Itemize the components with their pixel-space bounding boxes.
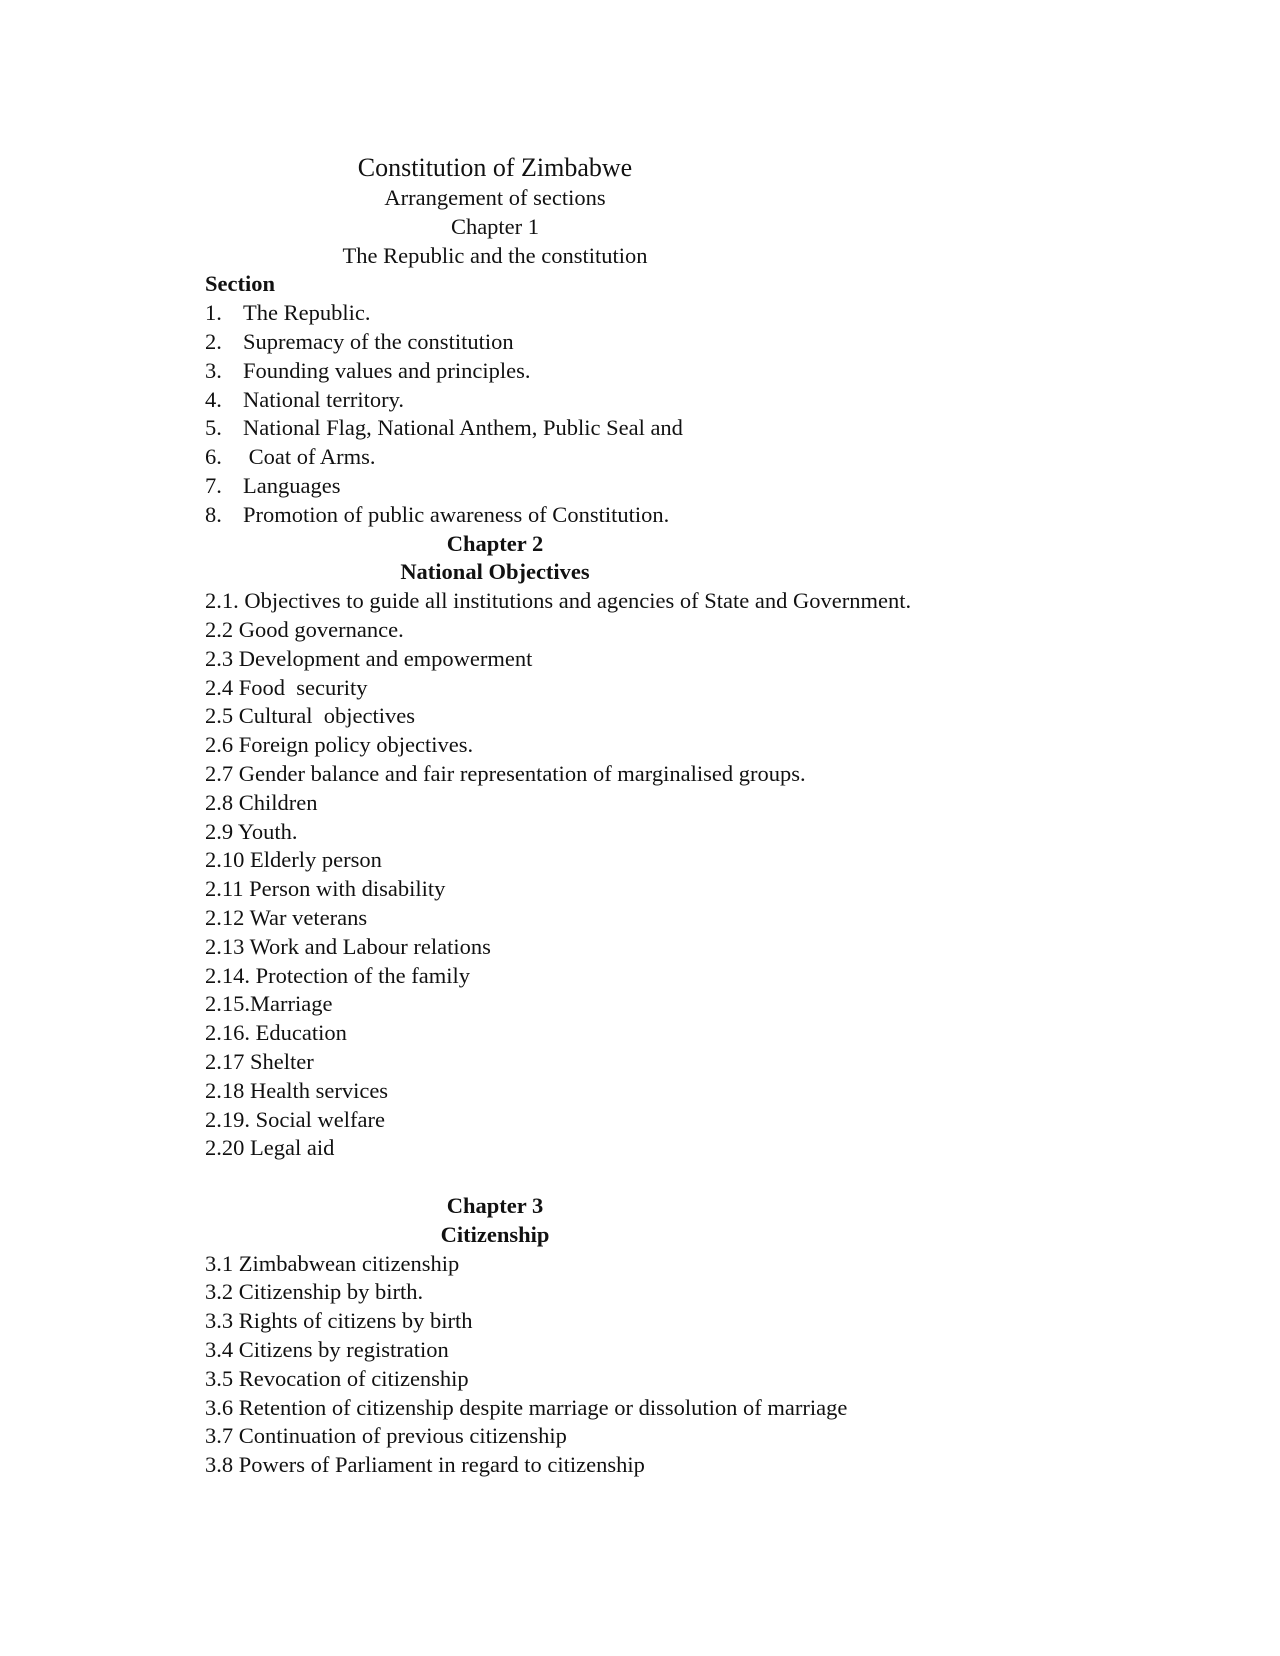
list-item: 2.5 Cultural objectives <box>205 703 415 729</box>
list-item: 2.11 Person with disability <box>205 876 446 902</box>
chapter-3-list <box>205 1250 1085 1480</box>
chapter-1-title: The Republic and the constitution <box>342 242 648 268</box>
list-item: 3.8 Powers of Parliament in regard to citizenship <box>205 1452 645 1478</box>
list-item: 2.12 War veterans <box>205 904 368 930</box>
document-title: Constitution of Zimbabwe <box>357 153 633 182</box>
list-item: 3.6 Retention of citizenship despite marriage or dissolution of marriage <box>205 1394 848 1420</box>
list-item: 3.1 Zimbabwean citizenship <box>205 1250 460 1276</box>
document-page <box>205 152 1085 1480</box>
list-item: 2. Supremacy of the constitution <box>205 328 514 354</box>
chapter-1-list <box>205 299 1085 529</box>
list-item: 2.17 Shelter <box>205 1048 314 1074</box>
chapter-2-title: National Objectives <box>400 559 590 585</box>
list-item: 3.4 Citizens by registration <box>205 1337 449 1363</box>
list-item: 2.20 Legal aid <box>205 1135 335 1161</box>
list-item: 4. National territory. <box>205 386 404 412</box>
list-item: 6. Coat of Arms. <box>205 444 376 470</box>
list-item: 2.9 Youth. <box>205 818 298 844</box>
list-item: 3.7 Continuation of previous citizenship <box>205 1423 567 1449</box>
section-label: Section <box>205 271 275 297</box>
chapter-2-heading: Chapter 2 <box>446 530 544 556</box>
list-item: 2.1. Objectives to guide all institutions and agencies of State and Government. <box>205 588 912 614</box>
list-item: 2.18 Health services <box>205 1077 389 1103</box>
list-item: 2.10 Elderly person <box>205 847 382 873</box>
list-item: 2.4 Food security <box>205 674 368 700</box>
chapter-2-list <box>205 587 1085 1163</box>
list-item: 2.2 Good governance. <box>205 616 404 642</box>
spacer <box>205 1163 1085 1192</box>
list-item: 2.16. Education <box>205 1020 347 1046</box>
list-item: 3.2 Citizenship by birth. <box>205 1279 424 1305</box>
list-item: 2.6 Foreign policy objectives. <box>205 732 474 758</box>
list-item: 8. Promotion of public awareness of Constitution. <box>205 501 670 527</box>
list-item: 2.13 Work and Labour relations <box>205 933 491 959</box>
list-item: 3.5 Revocation of citizenship <box>205 1365 469 1391</box>
list-item: 2.15.Marriage <box>205 991 333 1017</box>
list-item: 5. National Flag, National Anthem, Public Seal and <box>205 415 683 441</box>
list-item: 7. Languages <box>205 472 341 498</box>
list-item: 2.14. Protection of the family <box>205 962 470 988</box>
chapter-1-heading: Chapter 1 <box>450 213 540 239</box>
chapter-3-heading: Chapter 3 <box>446 1193 544 1219</box>
list-item: 3. Founding values and principles. <box>205 357 531 383</box>
list-item: 1. The Republic. <box>205 300 371 326</box>
list-item: 2.3 Development and empowerment <box>205 645 533 671</box>
chapter-3-title: Citizenship <box>440 1221 550 1247</box>
list-item: 2.19. Social welfare <box>205 1106 385 1132</box>
list-item: 2.8 Children <box>205 789 318 815</box>
list-item: 2.7 Gender balance and fair representation of marginalised groups. <box>205 760 806 786</box>
list-item: 3.3 Rights of citizens by birth <box>205 1308 473 1334</box>
document-subtitle: Arrangement of sections <box>384 185 606 210</box>
